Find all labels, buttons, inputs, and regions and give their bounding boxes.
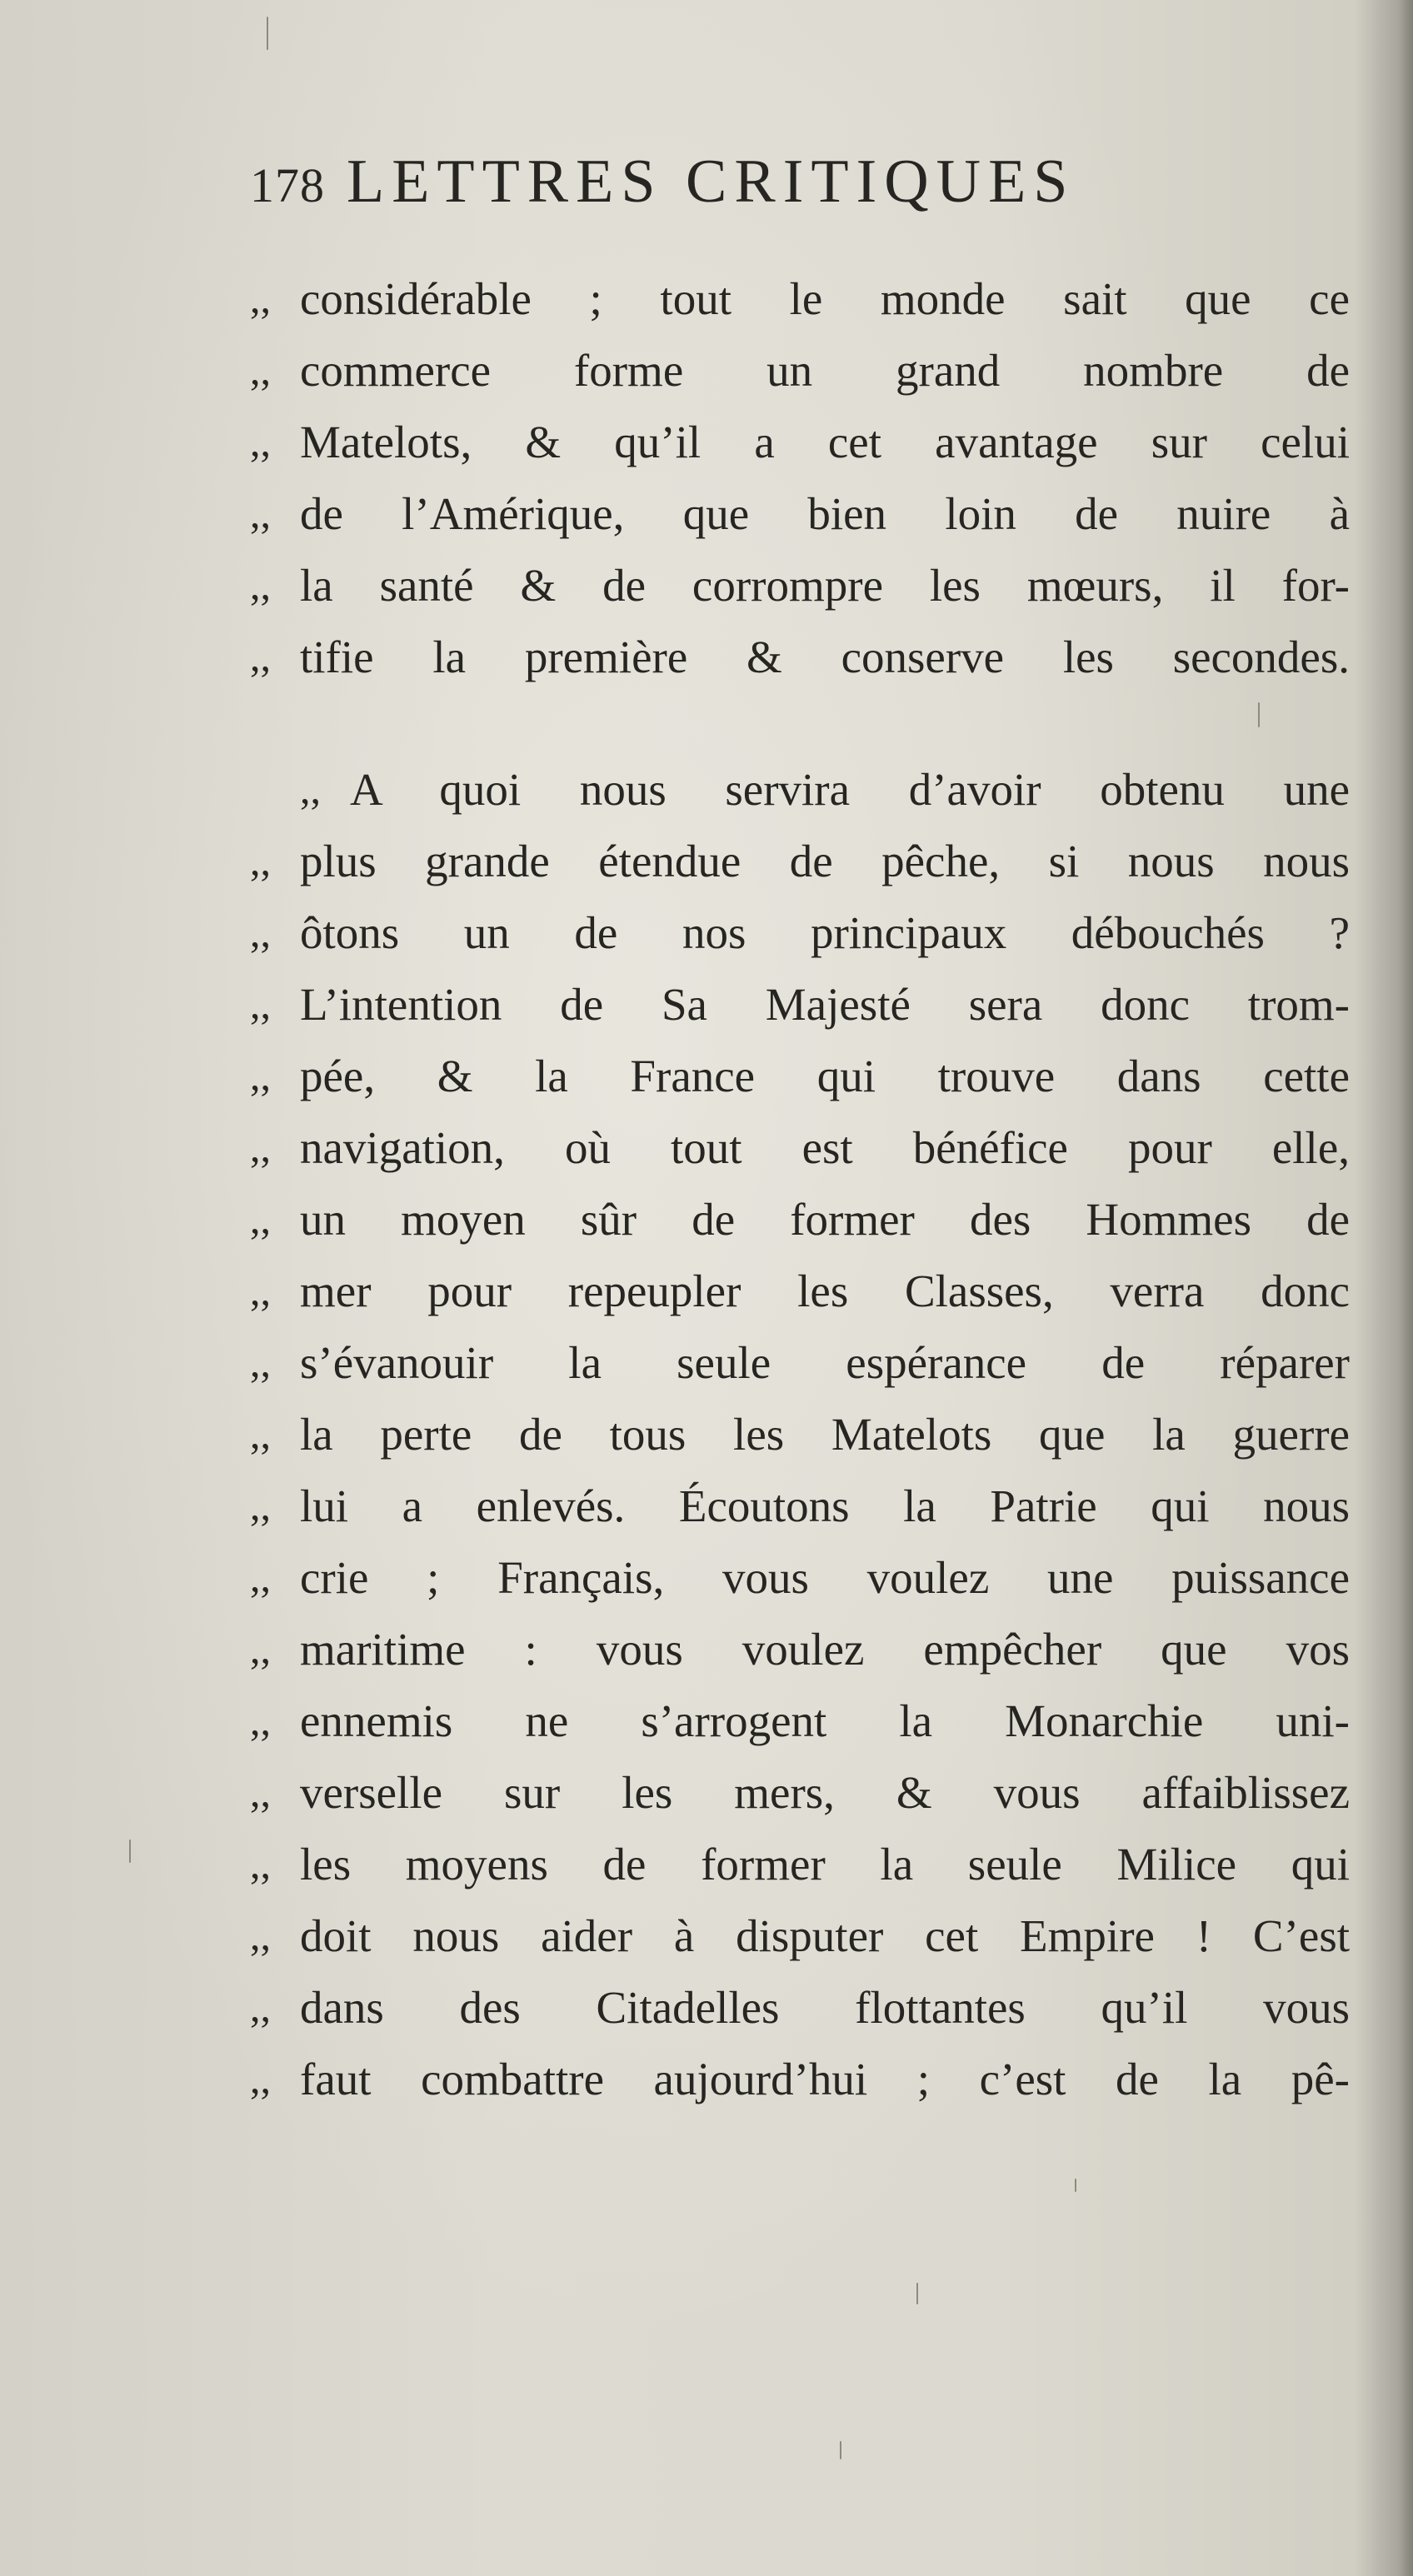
quote-mark: ,, (250, 562, 271, 608)
quote-mark: ,, (250, 837, 271, 884)
quote-mark: ,, (250, 1769, 271, 1815)
paragraph-2 (250, 753, 1350, 2114)
quote-mark: ,, (250, 418, 271, 465)
text-line: ,, plus grande étendue de pêche, si nous nous (250, 835, 1350, 886)
quote-mark: ,, (250, 1482, 271, 1529)
quote-mark: ,, (250, 1840, 271, 1887)
paper-speck (267, 17, 268, 50)
quote-mark: ,, (250, 1697, 271, 1744)
text-line: ,, lui a enlevés. Écoutons la Patrie qui nous (250, 1480, 1350, 1531)
text-line: ,, Matelots, & qu’il a cet avantage sur celui (250, 416, 1350, 467)
text-line: ,, faut combattre aujourd’hui ; c’est de la pê- (250, 2053, 1350, 2104)
paragraph-1 (250, 262, 1350, 692)
page-gutter-shadow (1355, 0, 1413, 2576)
text-line: ,, L’intention de Sa Majesté sera donc trom- (250, 978, 1350, 1030)
quote-mark: ,, (250, 1196, 271, 1242)
quote-mark: ,, (250, 490, 271, 537)
page-number: 178 (250, 158, 325, 212)
quote-mark: ,, (250, 1267, 271, 1314)
quote-mark: ,, (250, 1912, 271, 1959)
quote-mark: ,, (250, 981, 271, 1027)
text-line: ,, crie ; Français, vous voulez une puissance (250, 1551, 1350, 1603)
text-line: ,, verselle sur les mers, & vous affaiblissez (250, 1766, 1350, 1818)
text-line: ,, maritime : vous voulez empêcher que vos (250, 1623, 1350, 1675)
running-head: LETTRES CRITIQUES (347, 147, 1076, 216)
quote-mark: ,, (300, 766, 321, 812)
quote-mark: ,, (250, 347, 271, 393)
quote-mark: ,, (250, 1554, 271, 1600)
text-line: ,, doit nous aider à disputer cet Empire ! C’est (250, 1910, 1350, 1961)
text-line: ,, ôtons un de nos principaux débouchés ? (250, 906, 1350, 958)
page-header (250, 147, 1075, 230)
quote-mark: ,, (250, 275, 271, 322)
quote-mark: ,, (250, 1410, 271, 1457)
quote-mark: ,, (250, 1625, 271, 1672)
paper-speck (840, 2441, 841, 2459)
quote-mark: ,, (250, 633, 271, 680)
paper-speck (129, 1840, 131, 1863)
text-line: ,, tifie la première & conserve les secondes. (250, 631, 1350, 682)
text-line: ,, navigation, où tout est bénéfice pour elle, (250, 1121, 1350, 1173)
quote-mark: ,, (250, 1339, 271, 1385)
text-line: ,, la santé & de corrompre les mœurs, il for- (250, 559, 1350, 611)
text-line: ,, la perte de tous les Matelots que la guerre (250, 1408, 1350, 1460)
paper-speck (1258, 702, 1260, 727)
text-line: ,, A quoi nous servira d’avoir obtenu une (300, 763, 1350, 815)
quote-mark: ,, (250, 1052, 271, 1099)
quote-mark: ,, (250, 2055, 271, 2102)
text-line: ,, de l’Amérique, que bien loin de nuire à (250, 487, 1350, 539)
quote-mark: ,, (250, 909, 271, 956)
text-line: ,, dans des Citadelles flottantes qu’il vous (250, 1981, 1350, 2033)
text-line: ,, s’évanouir la seule espérance de réparer (250, 1336, 1350, 1388)
quote-mark: ,, (250, 1124, 271, 1171)
paper-speck (1075, 2179, 1076, 2192)
text-line: ,, considérable ; tout le monde sait que ce (250, 272, 1350, 324)
text-line: ,, mer pour repeupler les Classes, verra donc (250, 1265, 1350, 1316)
text-line: ,, les moyens de former la seule Milice qui (250, 1838, 1350, 1890)
text-line: ,, un moyen sûr de former des Hommes de (250, 1193, 1350, 1245)
text-line: ,, ennemis ne s’arrogent la Monarchie uni- (250, 1695, 1350, 1746)
text-line: ,, pée, & la France qui trouve dans cette (250, 1050, 1350, 1101)
text-line: ,, commerce forme un grand nombre de (250, 344, 1350, 396)
quote-mark: ,, (250, 1984, 271, 2030)
paper-speck (916, 2283, 918, 2304)
